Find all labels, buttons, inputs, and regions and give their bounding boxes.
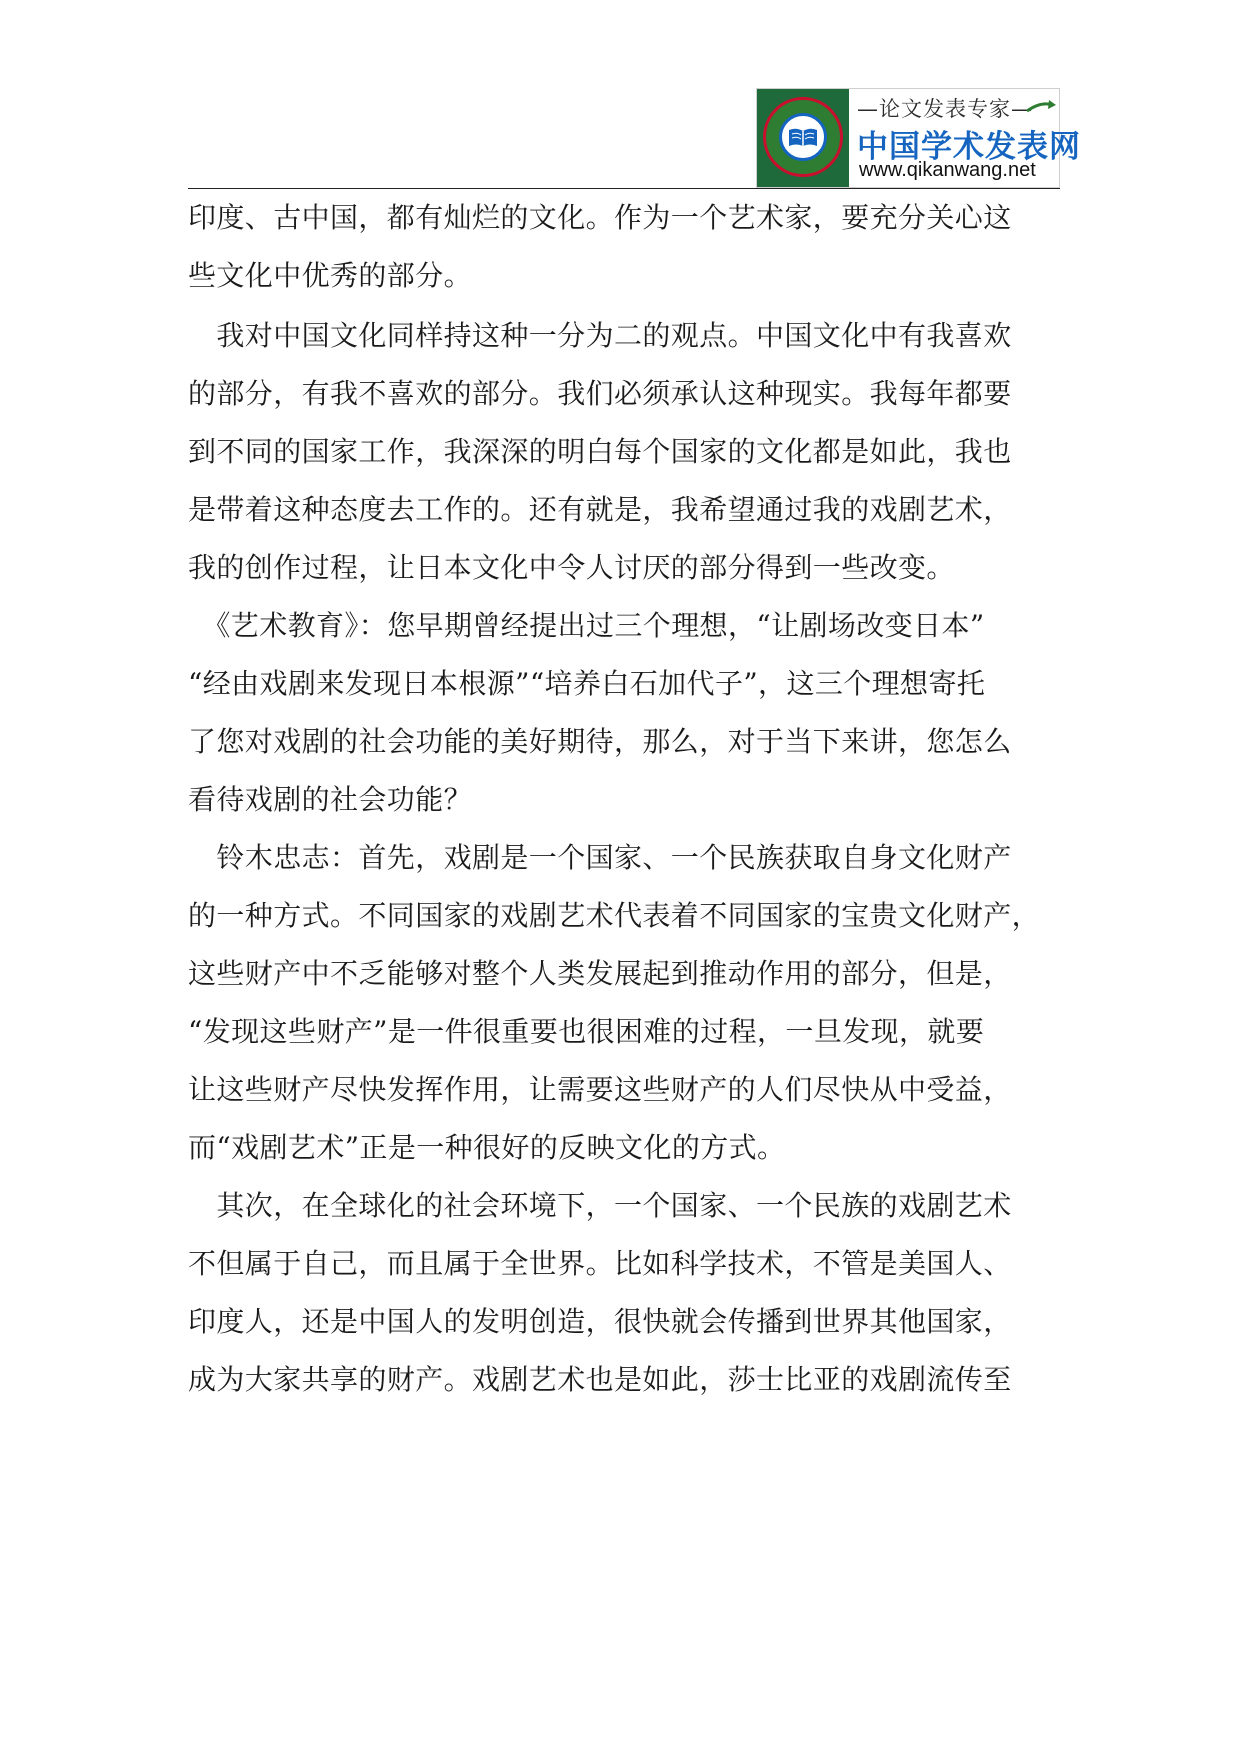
text-line: 《艺术教育》：您早期曾经提出过三个理想，“让剧场改变日本”: [188, 609, 985, 642]
text-line: 我的创作过程，让日本文化中令人讨厌的部分得到一些改变。: [188, 551, 955, 584]
text-line: “发现这些财产”是一件很重要也很困难的过程，一旦发现，就要: [188, 1015, 985, 1048]
text-line: 而“戏剧艺术”正是一种很好的反映文化的方式。: [188, 1131, 786, 1164]
text-line: 是带着这种态度去工作的。还有就是，我希望通过我的戏剧艺术，: [188, 493, 1012, 526]
text-line: 些文化中优秀的部分。: [188, 259, 473, 292]
text-line: “经由戏剧来发现日本根源”“培养白石加代子”，这三个理想寄托: [188, 667, 986, 700]
text-line: 我对中国文化同样持这种一分为二的观点。中国文化中有我喜欢: [188, 319, 1012, 352]
text-line: 的部分，有我不喜欢的部分。我们必须承认这种现实。我每年都要: [188, 377, 1012, 410]
text-line: 成为大家共享的财产。戏剧艺术也是如此，莎士比亚的戏剧流传至: [188, 1363, 1012, 1396]
site-logo: [756, 88, 1081, 188]
header-divider: [188, 188, 1060, 189]
swoosh-arrow-icon: [1025, 97, 1057, 117]
text-line: 了您对戏剧的社会功能的美好期待，那么，对于当下来讲，您怎么: [188, 725, 1012, 758]
text-line: 铃木忠志：首先，戏剧是一个国家、一个民族获取自身文化财产: [188, 841, 1012, 874]
seal-emblem: [757, 89, 849, 187]
text-line: 看待戏剧的社会功能？: [188, 783, 473, 816]
text-line: 印度人，还是中国人的发明创造，很快就会传播到世界其他国家，: [188, 1305, 1012, 1338]
text-line: 不但属于自己，而且属于全世界。比如科学技术，不管是美国人、: [188, 1247, 1012, 1280]
logo-tagline: —论文发表专家—: [857, 97, 1033, 121]
book-icon: [788, 127, 818, 147]
logo-site-name: 中国学术发表网: [857, 129, 1081, 165]
text-line: 其次，在全球化的社会环境下，一个国家、一个民族的戏剧艺术: [188, 1189, 1012, 1222]
text-line: 的一种方式。不同国家的戏剧艺术代表着不同国家的宝贵文化财产，: [188, 899, 1041, 932]
text-line: 让这些财产尽快发挥作用，让需要这些财产的人们尽快从中受益，: [188, 1073, 1012, 1106]
text-line: 印度、古中国，都有灿烂的文化。作为一个艺术家，要充分关心这: [188, 201, 1012, 234]
logo-url: www.qikanwang.net: [859, 159, 1036, 181]
text-line: 到不同的国家工作，我深深的明白每个国家的文化都是如此，我也: [188, 435, 1012, 468]
text-line: 这些财产中不乏能够对整个人类发展起到推动作用的部分，但是，: [188, 957, 1012, 990]
